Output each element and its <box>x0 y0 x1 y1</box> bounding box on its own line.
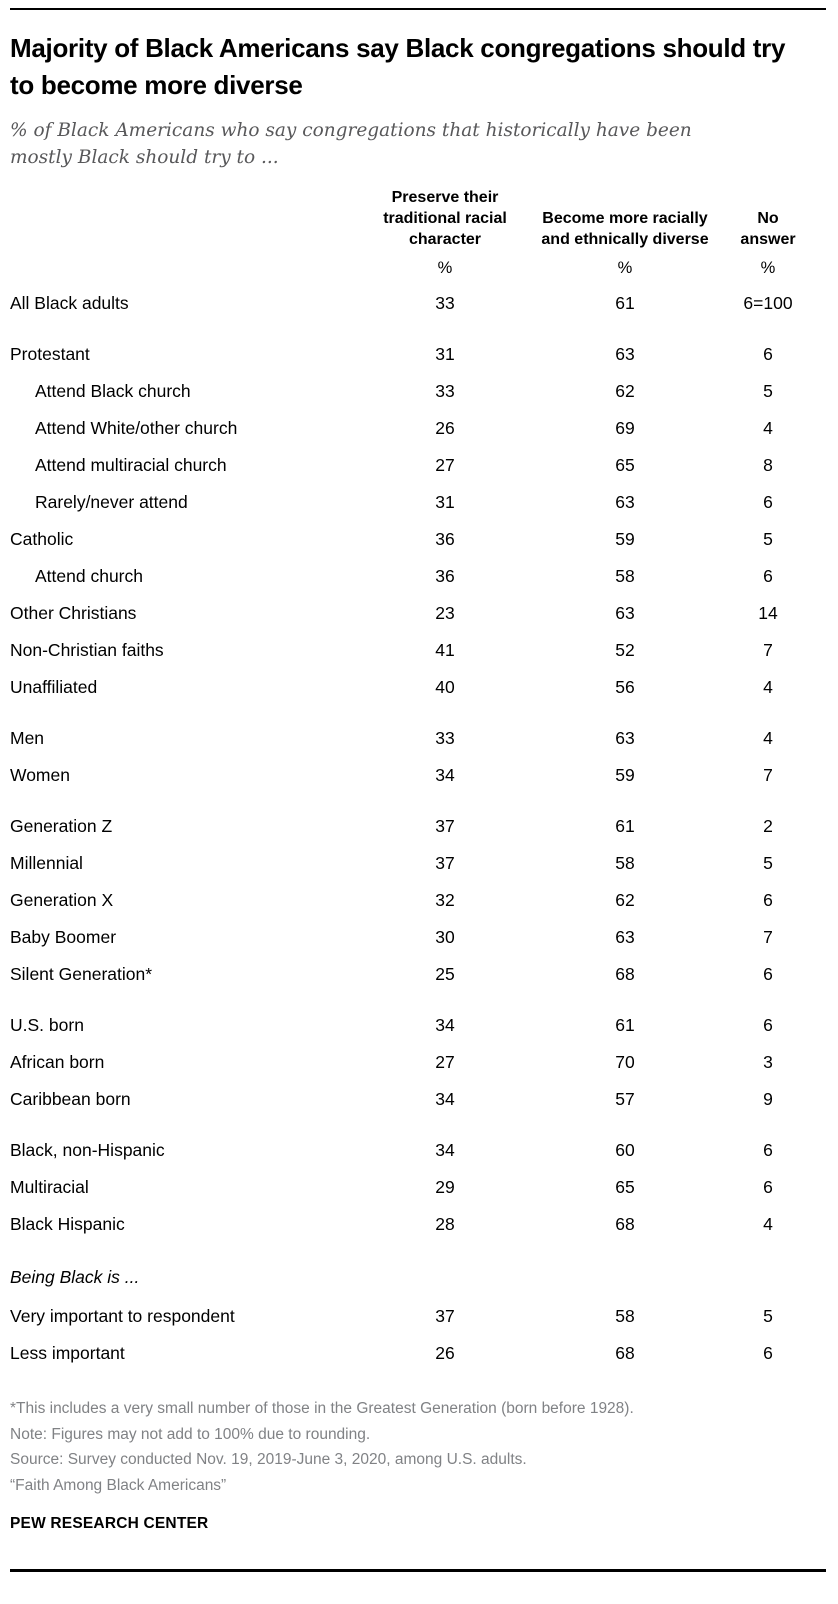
table-row <box>10 632 826 669</box>
column-header-no-answer: No answer <box>740 210 796 248</box>
row-label: Unaffiliated <box>10 677 98 697</box>
value-no-answer: 5 <box>763 381 773 401</box>
table-group <box>10 336 826 706</box>
value-diverse: 68 <box>615 1214 635 1234</box>
table-group <box>10 720 826 794</box>
unit-percent-diverse: % <box>617 259 633 277</box>
table-row <box>10 669 826 706</box>
value-no-answer: 9 <box>763 1089 773 1109</box>
table-row <box>10 558 826 595</box>
value-diverse: 58 <box>615 853 635 873</box>
value-no-answer: 6 <box>763 890 773 910</box>
row-label: Caribbean born <box>10 1089 131 1109</box>
row-label: Black Hispanic <box>10 1214 125 1234</box>
row-label: Attend church <box>35 566 143 586</box>
value-preserve: 26 <box>435 418 455 438</box>
value-preserve: 27 <box>435 1052 455 1072</box>
value-diverse: 63 <box>615 344 635 364</box>
value-no-answer: 14 <box>758 603 778 623</box>
value-diverse: 60 <box>615 1140 635 1160</box>
value-preserve: 33 <box>435 728 455 748</box>
value-no-answer: 6=100 <box>743 293 793 313</box>
value-diverse: 58 <box>615 1306 635 1326</box>
value-preserve: 28 <box>435 1214 455 1234</box>
row-label: Generation Z <box>10 816 113 836</box>
value-no-answer: 6 <box>763 566 773 586</box>
value-diverse: 61 <box>615 1015 635 1035</box>
row-label: Less important <box>10 1343 125 1363</box>
table-row <box>10 1169 826 1206</box>
value-diverse: 68 <box>615 1343 635 1363</box>
value-preserve: 27 <box>435 455 455 475</box>
value-no-answer: 7 <box>763 640 773 660</box>
value-preserve: 36 <box>435 529 455 549</box>
value-no-answer: 5 <box>763 1306 773 1326</box>
value-diverse: 70 <box>615 1052 635 1072</box>
value-diverse: 63 <box>615 927 635 947</box>
value-preserve: 31 <box>435 344 455 364</box>
value-diverse: 65 <box>615 455 635 475</box>
table-row <box>10 447 826 484</box>
unit-row <box>10 259 826 278</box>
value-diverse: 62 <box>615 890 635 910</box>
page-subtitle: % of Black Americans who say congregations that historically have been mostly Black should try to ... <box>10 120 692 168</box>
value-no-answer: 3 <box>763 1052 773 1072</box>
value-diverse: 58 <box>615 566 635 586</box>
table-row <box>10 484 826 521</box>
value-no-answer: 6 <box>763 344 773 364</box>
row-label: Attend White/other church <box>35 418 238 438</box>
table-group <box>10 1007 826 1118</box>
value-preserve: 29 <box>435 1177 455 1197</box>
value-no-answer: 4 <box>763 418 773 438</box>
table-row <box>10 956 826 993</box>
table-row <box>10 1132 826 1169</box>
row-label: U.S. born <box>10 1015 84 1035</box>
column-header-preserve: Preserve their traditional racial character <box>383 189 507 248</box>
value-no-answer: 4 <box>763 1214 773 1234</box>
row-label: Women <box>10 765 70 785</box>
value-preserve: 36 <box>435 566 455 586</box>
table-row <box>10 336 826 373</box>
table-row <box>10 1044 826 1081</box>
column-header-row <box>10 187 826 250</box>
value-preserve: 34 <box>435 1015 455 1035</box>
value-diverse: 68 <box>615 964 635 984</box>
value-no-answer: 6 <box>763 1177 773 1197</box>
value-diverse: 62 <box>615 381 635 401</box>
page-title: Majority of Black Americans say Black congregations should try to become more diverse <box>10 33 786 100</box>
table-row <box>10 595 826 632</box>
row-label: Millennial <box>10 853 83 873</box>
value-diverse: 63 <box>615 492 635 512</box>
row-label: Rarely/never attend <box>35 492 188 512</box>
value-preserve: 40 <box>435 677 455 697</box>
column-header-diverse: Become more racially and ethnically diverse <box>541 210 709 248</box>
row-label: Other Christians <box>10 603 137 623</box>
brand-label: PEW RESEARCH CENTER <box>10 1515 209 1532</box>
value-preserve: 30 <box>435 927 455 947</box>
table-row <box>10 720 826 757</box>
table-group <box>10 808 826 993</box>
value-no-answer: 6 <box>763 492 773 512</box>
table-row <box>10 757 826 794</box>
value-no-answer: 5 <box>763 529 773 549</box>
row-label: Attend Black church <box>35 381 191 401</box>
value-preserve: 34 <box>435 1089 455 1109</box>
row-label: Black, non-Hispanic <box>10 1140 165 1160</box>
footer-notes <box>10 1396 826 1498</box>
row-label: Men <box>10 728 45 748</box>
value-no-answer: 7 <box>763 927 773 947</box>
row-label: Silent Generation* <box>10 964 153 984</box>
value-no-answer: 6 <box>763 1343 773 1363</box>
table-row <box>10 373 826 410</box>
unit-percent-preserve: % <box>437 259 453 277</box>
table-body <box>10 285 826 1372</box>
value-diverse: 69 <box>615 418 635 438</box>
value-preserve: 26 <box>435 1343 455 1363</box>
value-diverse: 59 <box>615 529 635 549</box>
value-diverse: 61 <box>615 816 635 836</box>
value-diverse: 52 <box>615 640 635 660</box>
footer-note-line: Source: Survey conducted Nov. 19, 2019-June 3, 2020, among U.S. adults. <box>10 1451 527 1468</box>
value-diverse: 57 <box>615 1089 635 1109</box>
bottom-rule <box>10 1569 826 1572</box>
table-row <box>10 1298 826 1335</box>
value-preserve: 37 <box>435 853 455 873</box>
row-label: Generation X <box>10 890 114 910</box>
footer-note-line: “Faith Among Black Americans” <box>10 1476 227 1494</box>
value-no-answer: 8 <box>763 455 773 475</box>
table-row <box>10 845 826 882</box>
value-diverse: 59 <box>615 765 635 785</box>
row-label: Multiracial <box>10 1177 89 1197</box>
value-no-answer: 4 <box>763 677 773 697</box>
value-preserve: 37 <box>435 1306 455 1326</box>
value-preserve: 23 <box>435 603 455 623</box>
top-rule <box>10 8 826 10</box>
table-row <box>10 410 826 447</box>
value-diverse: 65 <box>615 1177 635 1197</box>
report-figure <box>0 8 838 1572</box>
unit-percent-no-answer: % <box>760 259 776 277</box>
value-no-answer: 6 <box>763 1015 773 1035</box>
value-diverse: 56 <box>615 677 635 697</box>
value-preserve: 34 <box>435 765 455 785</box>
table-row <box>10 1206 826 1243</box>
value-preserve: 33 <box>435 293 455 313</box>
table-group <box>10 285 826 322</box>
footer-note-line: Note: Figures may not add to 100% due to rounding. <box>10 1425 371 1443</box>
value-preserve: 31 <box>435 492 455 512</box>
table-row <box>10 808 826 845</box>
table-row <box>10 1081 826 1118</box>
table-group <box>10 1257 826 1372</box>
value-preserve: 32 <box>435 890 455 910</box>
value-diverse: 63 <box>615 728 635 748</box>
row-label: Protestant <box>10 344 90 364</box>
table-row <box>10 1007 826 1044</box>
table-group <box>10 1132 826 1243</box>
row-label: Non-Christian faiths <box>10 640 164 660</box>
value-no-answer: 5 <box>763 853 773 873</box>
value-no-answer: 6 <box>763 964 773 984</box>
value-no-answer: 4 <box>763 728 773 748</box>
value-preserve: 41 <box>435 640 455 660</box>
row-label: Baby Boomer <box>10 927 117 947</box>
row-label: All Black adults <box>10 293 129 313</box>
section-label: Being Black is ... <box>10 1267 140 1287</box>
table-row <box>10 285 826 322</box>
row-label: Catholic <box>10 529 74 549</box>
table-row <box>10 882 826 919</box>
value-preserve: 25 <box>435 964 455 984</box>
row-label: Attend multiracial church <box>35 455 227 475</box>
value-preserve: 33 <box>435 381 455 401</box>
value-no-answer: 6 <box>763 1140 773 1160</box>
value-no-answer: 2 <box>763 816 773 836</box>
value-diverse: 63 <box>615 603 635 623</box>
table-row <box>10 521 826 558</box>
row-label: Very important to respondent <box>10 1306 235 1326</box>
table-row <box>10 919 826 956</box>
value-preserve: 34 <box>435 1140 455 1160</box>
row-label: African born <box>10 1052 105 1072</box>
value-preserve: 37 <box>435 816 455 836</box>
value-diverse: 61 <box>615 293 635 313</box>
footer-note-line: *This includes a very small number of those in the Greatest Generation (born before 1928). <box>10 1400 634 1417</box>
table-row <box>10 1335 826 1372</box>
value-no-answer: 7 <box>763 765 773 785</box>
